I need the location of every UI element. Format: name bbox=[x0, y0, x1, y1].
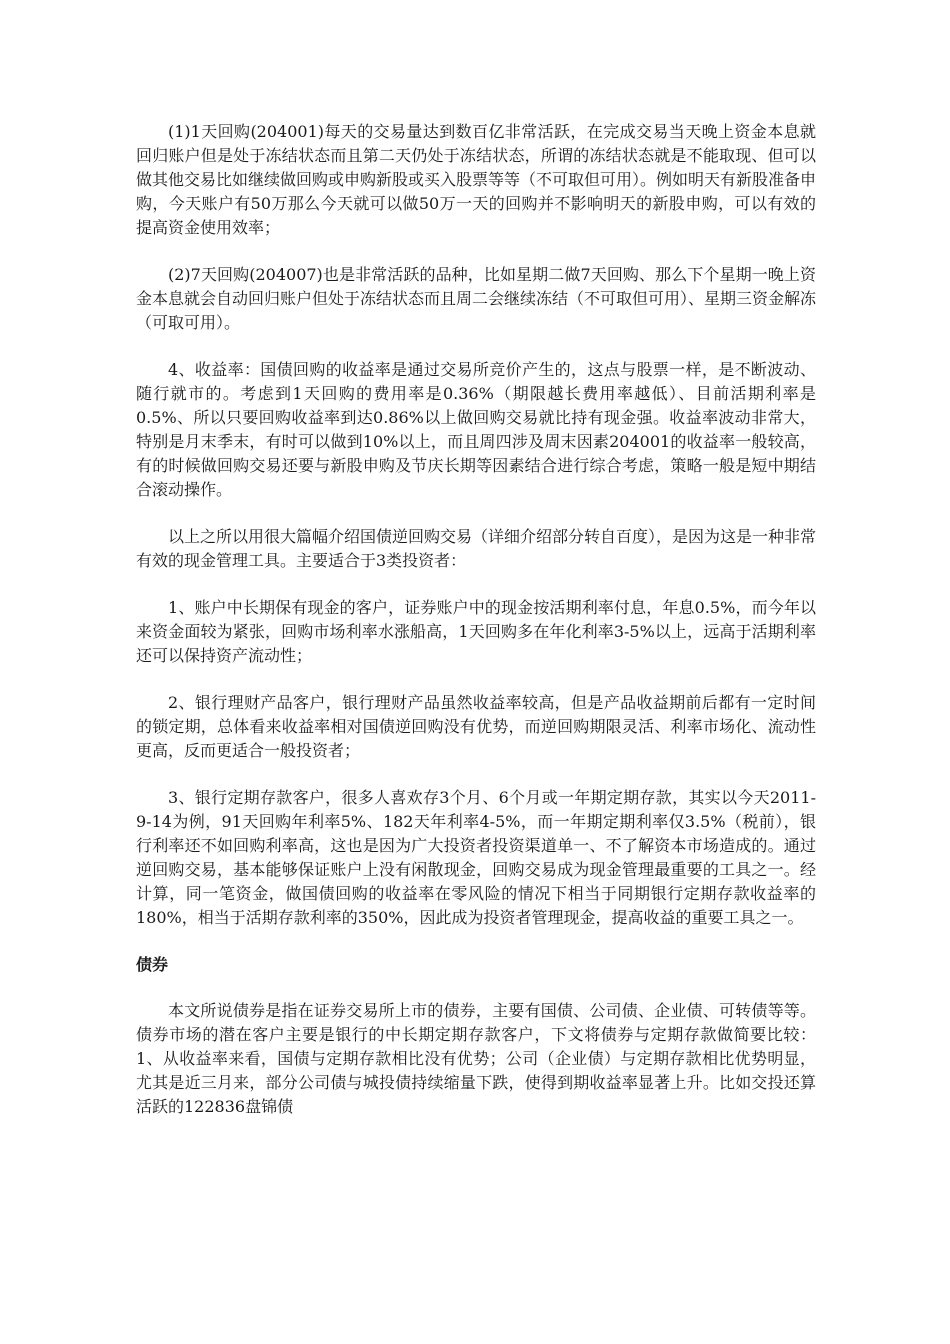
section-heading-bonds: 债券 bbox=[136, 955, 169, 974]
paragraph-seven-day-repo: (2)7天回购(204007)也是非常活跃的品种，比如星期二做7天回购、那么下个星期一晚上资金本息就会自动回归账户但处于冻结状态而且周二会继续冻结（不可取但可用）、星期三资金解冻（可取可用）。 bbox=[136, 265, 817, 332]
paragraph-yield: 4、收益率：国债回购的收益率是通过交易所竞价产生的，这点与股票一样，是不断波动、随行就市的。考虑到1天回购的费用率是0.36%（期限越长费用率越低）、目前活期利率是0.5%、所以只要回购收益率到达0.86%以上做回购交易就比持有现金强。收益率波动非常大，特别是月末季末，有时可以做到10%以上，而且周四涉及周末因素204001的收益率一般较高，有的时候做回购交易还要与新股申购及节庆长期等因素结合进行综合考虑，策略一般是短中期结合滚动操作。 bbox=[136, 360, 816, 499]
paragraph-one-day-repo: (1)1天回购(204001)每天的交易量达到数百亿非常活跃，在完成交易当天晚上资金本息就回归账户但是处于冻结状态而且第二天仍处于冻结状态，所谓的冻结状态就是不能取现、但可以做其他交易比如继续做回购或申购新股或买入股票等等（不可取但可用）。例如明天有新股准备申购，今天账户有50万那么今天就可以做50万一天的回购并不影响明天的新股申购，可以有效的提高资金使用效率； bbox=[136, 122, 817, 237]
paragraph-bonds-intro: 本文所说债券是指在证券交易所上市的债券，主要有国债、公司债、企业债、可转债等等。债券市场的潜在客户主要是银行的中长期定期存款客户，下文将债券与定期存款做简要比较：1、从收益率来看，国债与定期存款相比没有优势；公司（企业债）与定期存款相比优势明显，尤其是近三月来，部分公司债与城投债持续缩量下跌，使得到期收益率显著上升。比如交投还算活跃的122836盘锦债 bbox=[136, 1001, 816, 1116]
paragraph-summary: 以上之所以用很大篇幅介绍国债逆回购交易（详细介绍部分转自百度），是因为这是一种非常有效的现金管理工具。主要适合于3类投资者： bbox=[136, 527, 817, 570]
paragraph-investor-type-1: 1、账户中长期保有现金的客户，证券账户中的现金按活期利率付息，年息0.5%，而今年以来资金面较为紧张，回购市场利率水涨船高，1天回购多在年化利率3-5%以上，远高于活期利率还可以保持资产流动性； bbox=[136, 598, 816, 665]
paragraph-investor-type-3: 3、银行定期存款客户，很多人喜欢存3个月、6个月或一年期定期存款，其实以今天2011-9-14为例，91天回购年利率5%、182天年利率4-5%，而一年期定期利率仅3.5%（税前），银行利率还不如回购利率高，这也是因为广大投资者投资渠道单一、不了解资本市场造成的。通过逆回购交易，基本能够保证账户上没有闲散现金，回购交易成为现金管理最重要的工具之一。经计算，同一笔资金，做国债回购的收益率在零风险的情况下相当于同期银行定期存款收益率的180%，相当于活期存款利率的350%，因此成为投资者管理现金，提高收益的重要工具之一。 bbox=[136, 788, 816, 927]
paragraph-investor-type-2: 2、银行理财产品客户，银行理财产品虽然收益率较高，但是产品收益期前后都有一定时间的锁定期，总体看来收益率相对国债逆回购没有优势，而逆回购期限灵活、利率市场化、流动性更高，反而更适合一般投资者； bbox=[136, 693, 816, 760]
document-page bbox=[136, 120, 816, 1142]
